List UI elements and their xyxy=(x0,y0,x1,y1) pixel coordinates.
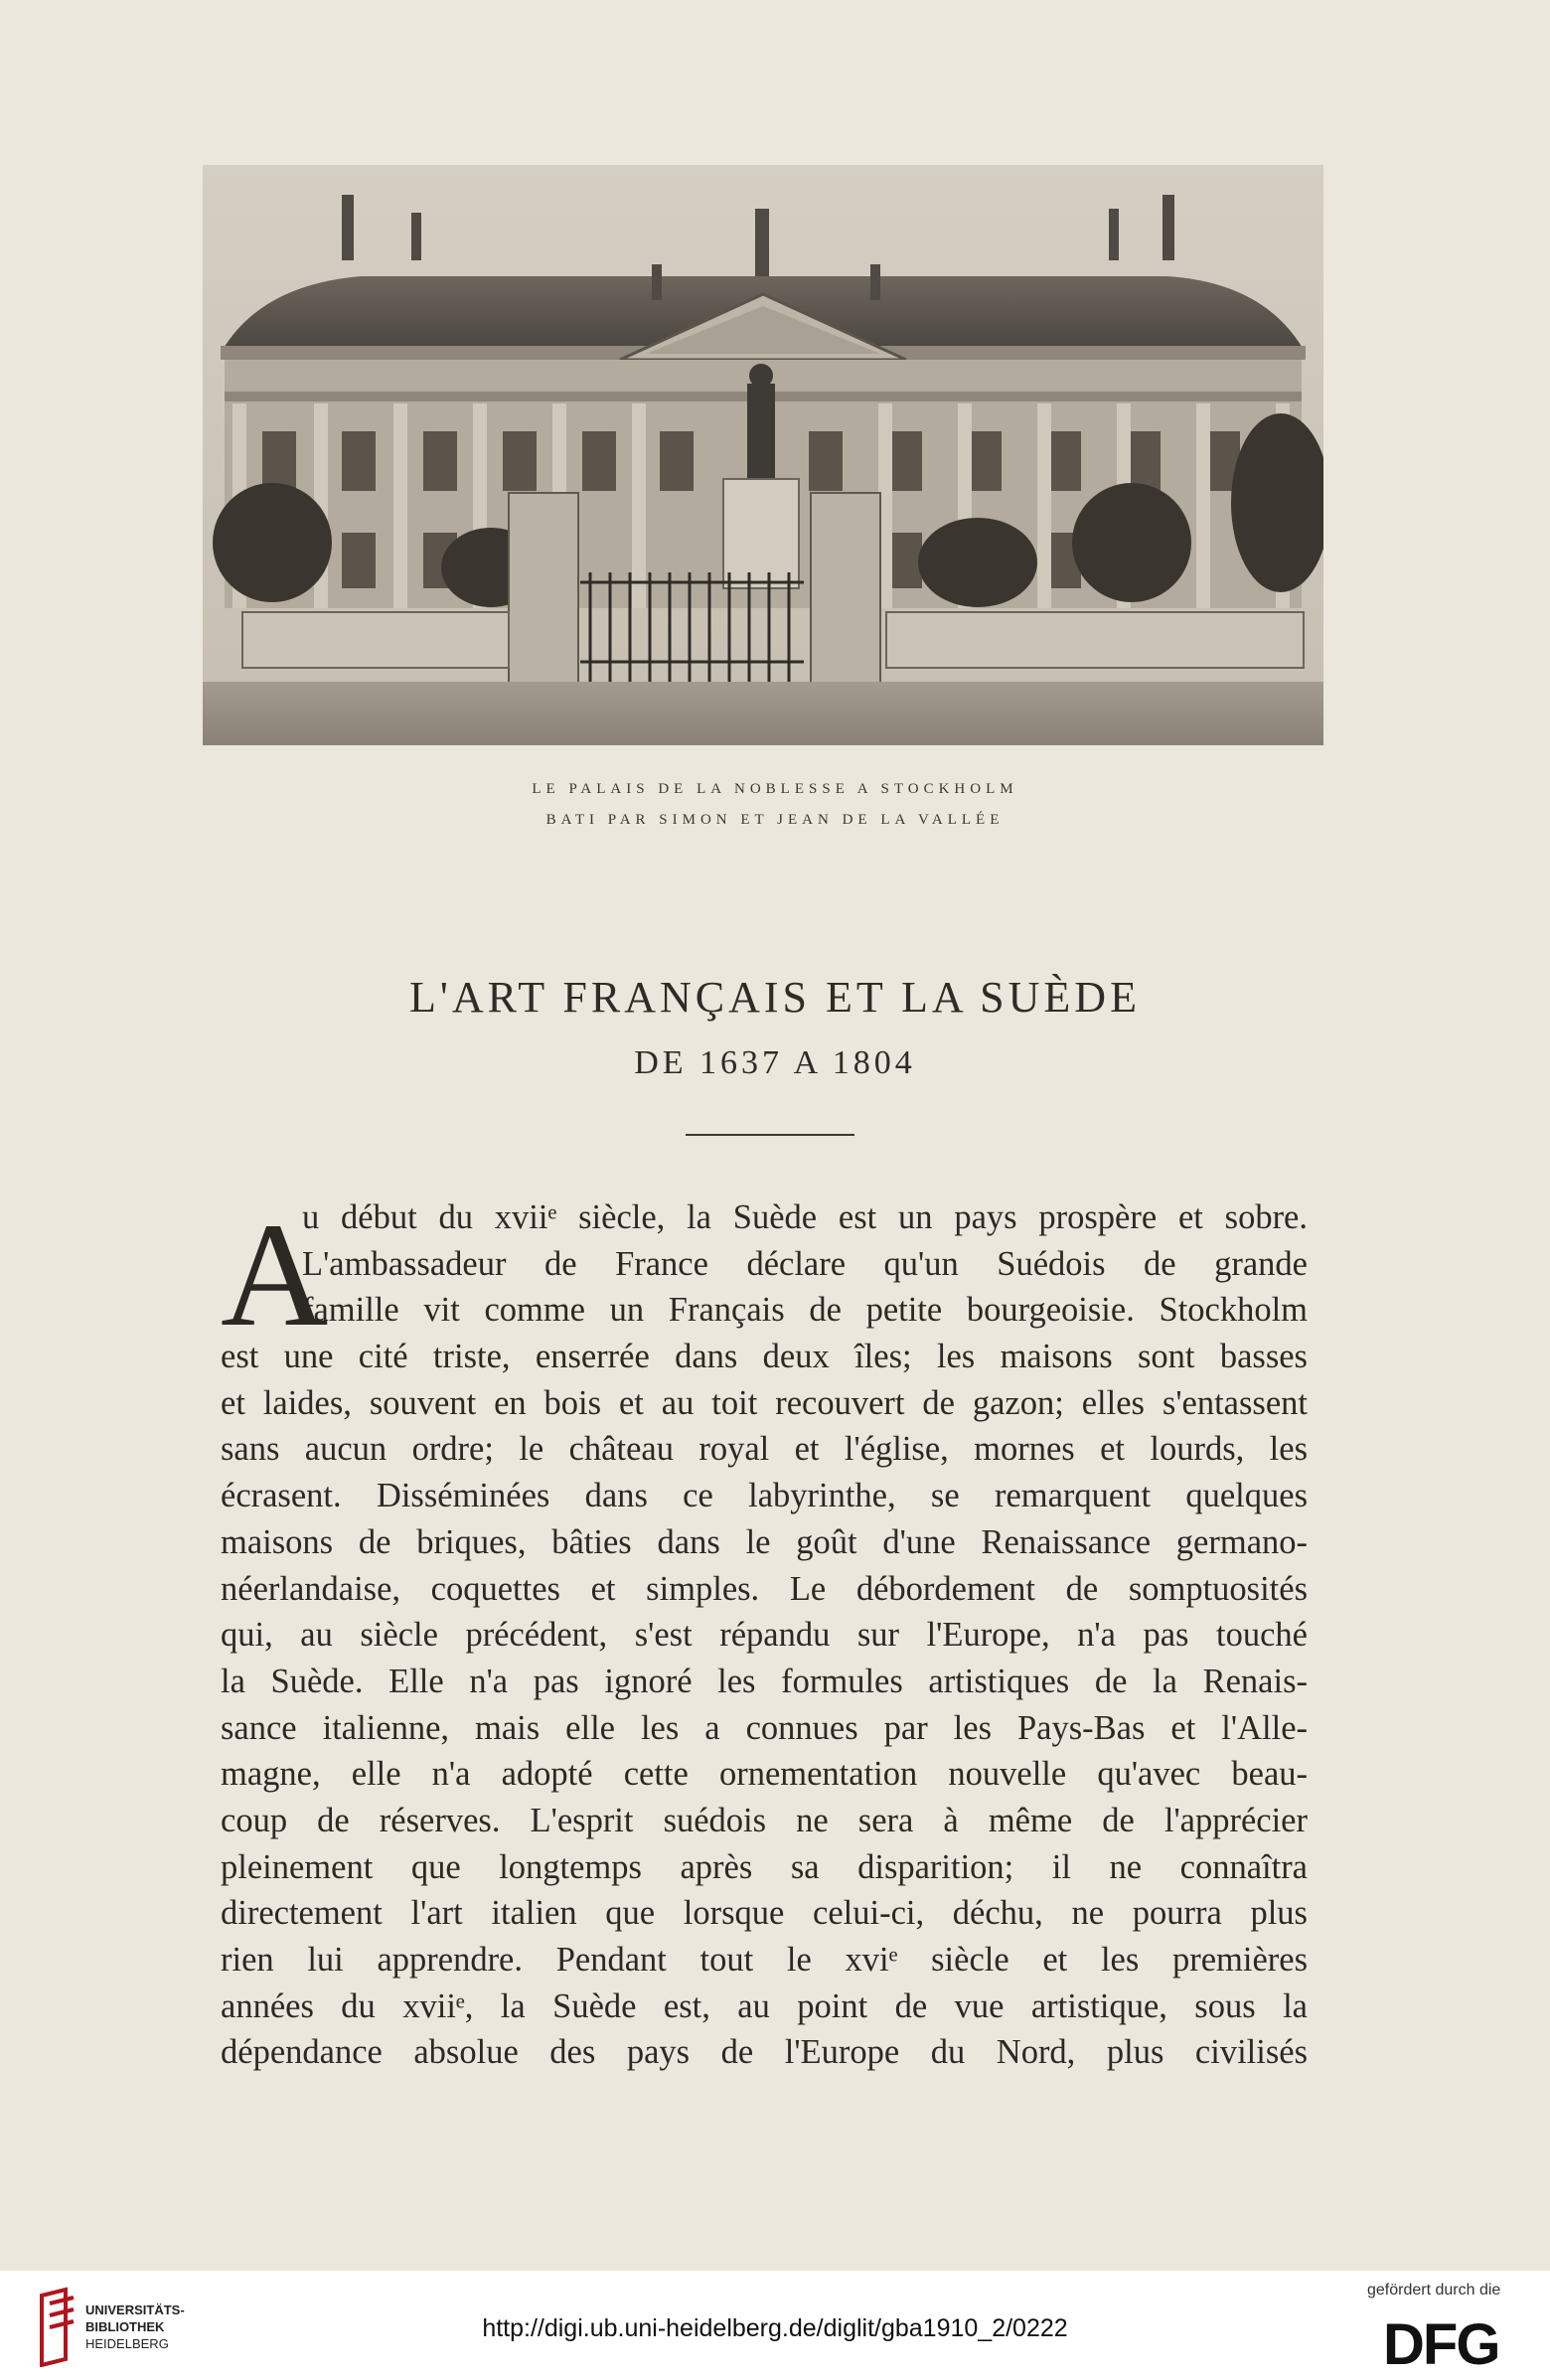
body-line: néerlandaise, coquettes et simples. Le débordement de somptuosités xyxy=(221,1569,1308,1608)
body-line: famille vit comme un Français de petite bourgeoisie. Stockholm xyxy=(302,1291,1308,1330)
title-rule xyxy=(686,1134,854,1136)
drop-cap: A xyxy=(221,1192,329,1357)
body-line: magne, elle n'a adopté cette ornementation nouvelle qu'avec beau- xyxy=(221,1755,1308,1794)
body-line: directement l'art italien que lorsque celui-ci, déchu, ne pourra plus xyxy=(221,1894,1308,1933)
body-line: écrasent. Disséminées dans ce labyrinthe, se remarquent quelques xyxy=(221,1477,1308,1515)
article-body xyxy=(221,1194,1308,2076)
funding-label: gefördert durch die xyxy=(1367,2282,1501,2299)
body-line: pleinement que longtemps après sa disparition; il ne connaîtra xyxy=(221,1847,1308,1886)
library-name-line-3: HEIDELBERG xyxy=(85,2336,169,2351)
body-line: sans aucun ordre; le château royal et l'église, mornes et lourds, les xyxy=(221,1430,1308,1469)
article-title: L'ART FRANÇAIS ET LA SUÈDE xyxy=(409,973,1141,1022)
figure-caption-line-2: BATI PAR SIMON ET JEAN DE LA VALLÉE xyxy=(545,812,1005,828)
library-name-line-1: UNIVERSITÄTS- xyxy=(85,2302,185,2317)
body-line: et laides, souvent en bois et au toit recouvert de gazon; elles s'entassent xyxy=(221,1383,1308,1422)
palace-photograph xyxy=(203,165,1323,745)
body-line: dépendance absolue des pays de l'Europe du Nord, plus civilisés xyxy=(221,2033,1308,2072)
library-name-line-2: BIBLIOTHEK xyxy=(85,2319,165,2334)
body-line: L'ambassadeur de France déclare qu'un Suédois de grande xyxy=(302,1244,1308,1283)
palace-illustration xyxy=(203,165,1323,745)
body-line: maisons de briques, bâties dans le goût d'une Renaissance germano- xyxy=(221,1522,1308,1561)
permalink-url[interactable]: http://digi.ub.uni-heidelberg.de/diglit/gba1910_2/0222 xyxy=(482,2314,1068,2342)
figure-caption-line-1: LE PALAIS DE LA NOBLESSE A STOCKHOLM xyxy=(532,781,1018,797)
body-line: coup de réserves. L'esprit suédois ne sera à même de l'apprécier xyxy=(221,1801,1308,1839)
body-line: la Suède. Elle n'a pas ignoré les formules artistiques de la Renais- xyxy=(221,1662,1308,1700)
body-line: sance italienne, mais elle les a connues par les Pays-Bas et l'Alle- xyxy=(221,1708,1308,1747)
body-line: u début du xviiᵉ siècle, la Suède est un pays prospère et sobre. xyxy=(302,1198,1308,1236)
dfg-logo[interactable]: DFG xyxy=(1383,2312,1499,2377)
body-line: rien lui apprendre. Pendant tout le xviᵉ siècle et les premières xyxy=(221,1941,1308,1979)
body-line: est une cité triste, enserrée dans deux îles; les maisons sont basses xyxy=(221,1338,1308,1376)
body-line: années du xviiᵉ, la Suède est, au point de vue artistique, sous la xyxy=(221,1986,1308,2025)
body-line: qui, au siècle précédent, s'est répandu sur l'Europe, n'a pas touché xyxy=(221,1616,1308,1655)
article-subtitle: DE 1637 A 1804 xyxy=(634,1044,916,1081)
